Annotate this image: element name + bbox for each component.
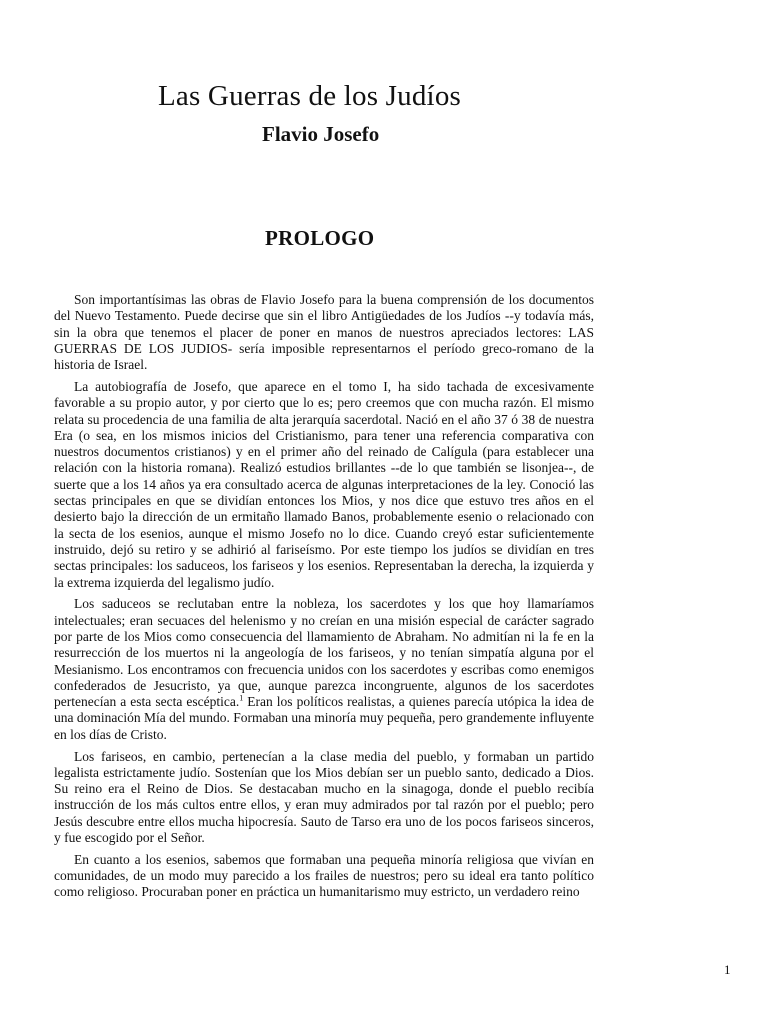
page-number: 1	[724, 962, 731, 977]
author-name: Flavio Josefo	[262, 122, 380, 146]
paragraph: Los fariseos, en cambio, pertenecían a la clase media del pueblo, y formaban un partido legalista estrictamente judío. Sostenían que los Mios debían ser un pueblo santo, dedicado a Dios. Su reino era el Reino de Dios. Se destacaban mucho en la sinagoga, donde el pueblo recibía instrucción de los más cultos entre ellos, y eran muy admirados por tal razón por el pueblo; pero Jesús descubre entre ellos mucha hipocresía. Sauto de Tarso era uno de los pocos fariseos sinceros, y fue escogido por el Señor.	[54, 748, 594, 845]
body-text	[54, 292, 594, 906]
paragraph-text: Los saduceos se reclutaban entre la nobleza, los sacerdotes y los que hoy llamaríamos intelectuales; eran secuaces del helenismo y no creían en una misión especial de carácter sagrado por parte de los Mios como consecuencia del llamamiento de Abraham. No admitían ni la fe en la resurrección de los muertos ni la angeología de los fariseos, y no tenían simpatía alguna por el Mesianismo. Los encontramos con frecuencia unidos con los sacerdotes y escribas como enemigos confederados de Jesucristo, ya que, aunque parezca incongruente, algunos de los sacerdotes pertenecían a esta secta escéptica.	[54, 596, 594, 710]
paragraph	[54, 596, 594, 743]
footnote-marker: 1	[239, 693, 244, 703]
section-heading: PROLOGO	[265, 226, 375, 250]
paragraph-text: Eran los políticos realistas, a quienes parecía utópica la idea de una dominación Mía del mundo. Formaban una minoría muy pequeña, pero grandemente influyente en los días de Cristo.	[54, 694, 594, 742]
document-title: Las Guerras de los Judíos	[158, 80, 462, 112]
paragraph: La autobiografía de Josefo, que aparece en el tomo I, ha sido tachada de excesivamente favorable a su propio autor, y por cierto que lo es; pero creemos que con mucha razón. El mismo relata su procedencia de una familia de alta jerarquía sacerdotal. Nació en el año 37 ó 38 de nuestra Era (o sea, en los mismos inicios del Cristianismo, para tener una referencia comparativa con nuestros documentos cristianos) y en el primer año del reinado de Calígula (para establecer una relación con la historia romana). Realizó estudios brillantes --de lo que también se lisonjea--, de suerte que a los 14 años ya era consultado acerca de algunas interpretaciones de la ley. Conoció las sectas principales en que se dividían entonces los Mios, y nos dice que estuvo tres años en el desierto bajo la dirección de un ermitaño llamado Banos, probablemente esenio o relacionado con la secta de los esenios, aunque el mismo Josefo no lo dice. Cuando creyó estar suficientemente instruido, dejó su retiro y se adhirió al fariseísmo. Por este tiempo los judíos se dividían en tres sectas principales: los saduceos, los fariseos y los esenios. Representaban la derecha, la izquierda y la extrema izquierda del legalismo judío.	[54, 378, 594, 590]
paragraph: Son importantísimas las obras de Flavio Josefo para la buena comprensión de los documentos del Nuevo Testamento. Puede decirse que sin el libro Antigüedades de los Judíos --y todavía más, sin la obra que tenemos el placer de poner en manos de nuestros apreciados lectores: LAS GUERRAS DE LOS JUDIOS- sería imposible representarnos el período greco-romano de la historia de Israel.	[54, 292, 594, 373]
paragraph: En cuanto a los esenios, sabemos que formaban una pequeña minoría religiosa que vivían en comunidades, de un modo muy parecido a los frailes de nuestros; pero su ideal era tanto político como religioso. Procuraban poner en práctica un humanitarismo muy estricto, un verdadero reino	[54, 851, 594, 900]
